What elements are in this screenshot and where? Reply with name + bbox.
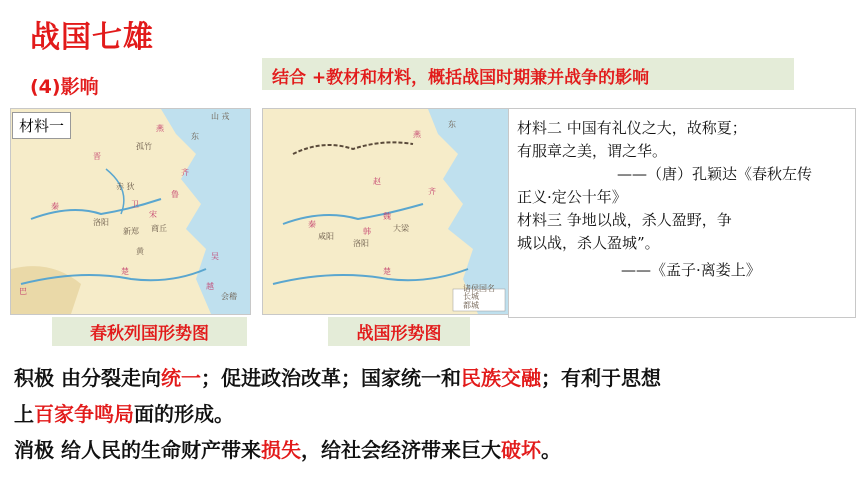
materials-text-box: [508, 108, 856, 318]
map1-place-xinzheng: 新郑: [123, 227, 139, 236]
map1-place-chidi: 赤 狄: [116, 182, 135, 191]
material-three-line1: 材料三 争地以战，杀人盈野，争: [517, 211, 732, 229]
map1-place-song: 宋: [149, 210, 157, 219]
material-two-source1: ——（唐）孔颖达《春秋左传: [617, 165, 813, 183]
negative-highlight-loss: 损失: [260, 438, 301, 462]
map1-place-yue: 越: [206, 282, 214, 291]
positive-line2-prefix: 上: [14, 402, 34, 426]
positive-line2-suffix: 面的形成。: [134, 402, 234, 426]
map2-place-yan: 燕: [413, 130, 421, 139]
negative-prefix: 消极 给人民的生命财产带来: [14, 438, 261, 462]
map1-place-qi: 齐: [181, 168, 189, 177]
map1-caption: 春秋列国形势图: [52, 317, 247, 346]
positive-effects-line1: [14, 362, 661, 391]
negative-highlight-destruction: 破坏: [500, 438, 541, 462]
map1-place-qin: 秦: [51, 202, 59, 211]
warring-states-map: [262, 108, 510, 315]
negative-suffix: 。: [540, 438, 561, 462]
map1-place-luoyang: 洛阳: [93, 218, 109, 227]
positive-highlight-hundred-schools: 百家争鸣局: [34, 402, 134, 426]
positive-mid1: ；促进政治改革；国家统一和: [200, 366, 461, 390]
material-two-source2: 正义·定公十年》: [517, 188, 627, 206]
map2-place-luoyang: 洛阳: [353, 239, 369, 248]
positive-highlight-ethnic-fusion: 民族交融: [460, 366, 541, 390]
negative-mid: ，给社会经济带来巨大: [300, 438, 501, 462]
map1-place-guzhu: 孤竹: [136, 142, 152, 151]
map2-place-wei: 魏: [383, 212, 391, 221]
map2-place-chu: 楚: [383, 267, 391, 276]
negative-effects-line: [14, 434, 561, 463]
positive-prefix: 积极 由分裂走向: [14, 366, 161, 390]
material-two-line1: 材料二 中国有礼仪之大，故称夏；: [517, 119, 747, 137]
map1-place-kuaiji: 会稽: [221, 292, 237, 301]
map2-legend-zhuhou: 诸侯国名: [463, 284, 495, 293]
map1-place-dong: 东: [191, 132, 199, 141]
map1-place-ba: 巴: [19, 287, 27, 296]
map1-place-lu: 鲁: [171, 190, 179, 199]
map2-caption: 战国形势图: [328, 317, 470, 346]
spring-autumn-map: [10, 108, 251, 315]
map2-legend-ducheng: 都城: [463, 301, 479, 310]
map2-place-han: 韩: [363, 227, 371, 236]
task-prompt-banner: [262, 58, 794, 90]
warring-states-map-graphic: [263, 109, 509, 314]
material-three-line2: 城以战，杀人盈城”。: [517, 234, 660, 252]
map2-place-xianyang: 咸阳: [318, 232, 334, 241]
map1-place-wu: 吴: [211, 252, 219, 261]
map2-place-dong: 东: [448, 120, 456, 129]
map1-place-wei: 卫: [131, 200, 139, 209]
material-three-source: ——《孟子·离娄上》: [621, 261, 761, 279]
map2-place-zhao: 赵: [373, 177, 381, 186]
material-two-line2: 有服章之美，谓之华。: [517, 142, 668, 160]
map2-legend-changcheng: 长城: [463, 292, 479, 301]
positive-mid2: ；有利于思想: [540, 366, 661, 390]
map1-place-shangqiu: 商丘: [151, 224, 167, 233]
map1-place-yan: 燕: [156, 124, 164, 133]
map1-place-jin: 晋: [93, 152, 101, 161]
positive-effects-line2: [14, 398, 234, 427]
section-subtitle: (4)影响: [30, 76, 99, 98]
map2-place-qi: 齐: [428, 187, 436, 196]
page-title: 战国七雄: [30, 20, 154, 55]
map1-place-huang: 黄: [136, 247, 144, 256]
map2-place-qin: 秦: [308, 220, 316, 229]
task-prompt-text: 结合 +教材和材料，概括战国时期兼并战争的影响: [272, 68, 650, 88]
positive-highlight-unification: 统一: [160, 366, 201, 390]
spring-autumn-map-graphic: [11, 109, 250, 314]
material-one-label: 材料一: [12, 112, 71, 139]
map1-place-chu: 楚: [121, 267, 129, 276]
map2-place-daliang: 大梁: [393, 224, 409, 233]
map1-place-shanrong: 山 戎: [211, 112, 230, 121]
